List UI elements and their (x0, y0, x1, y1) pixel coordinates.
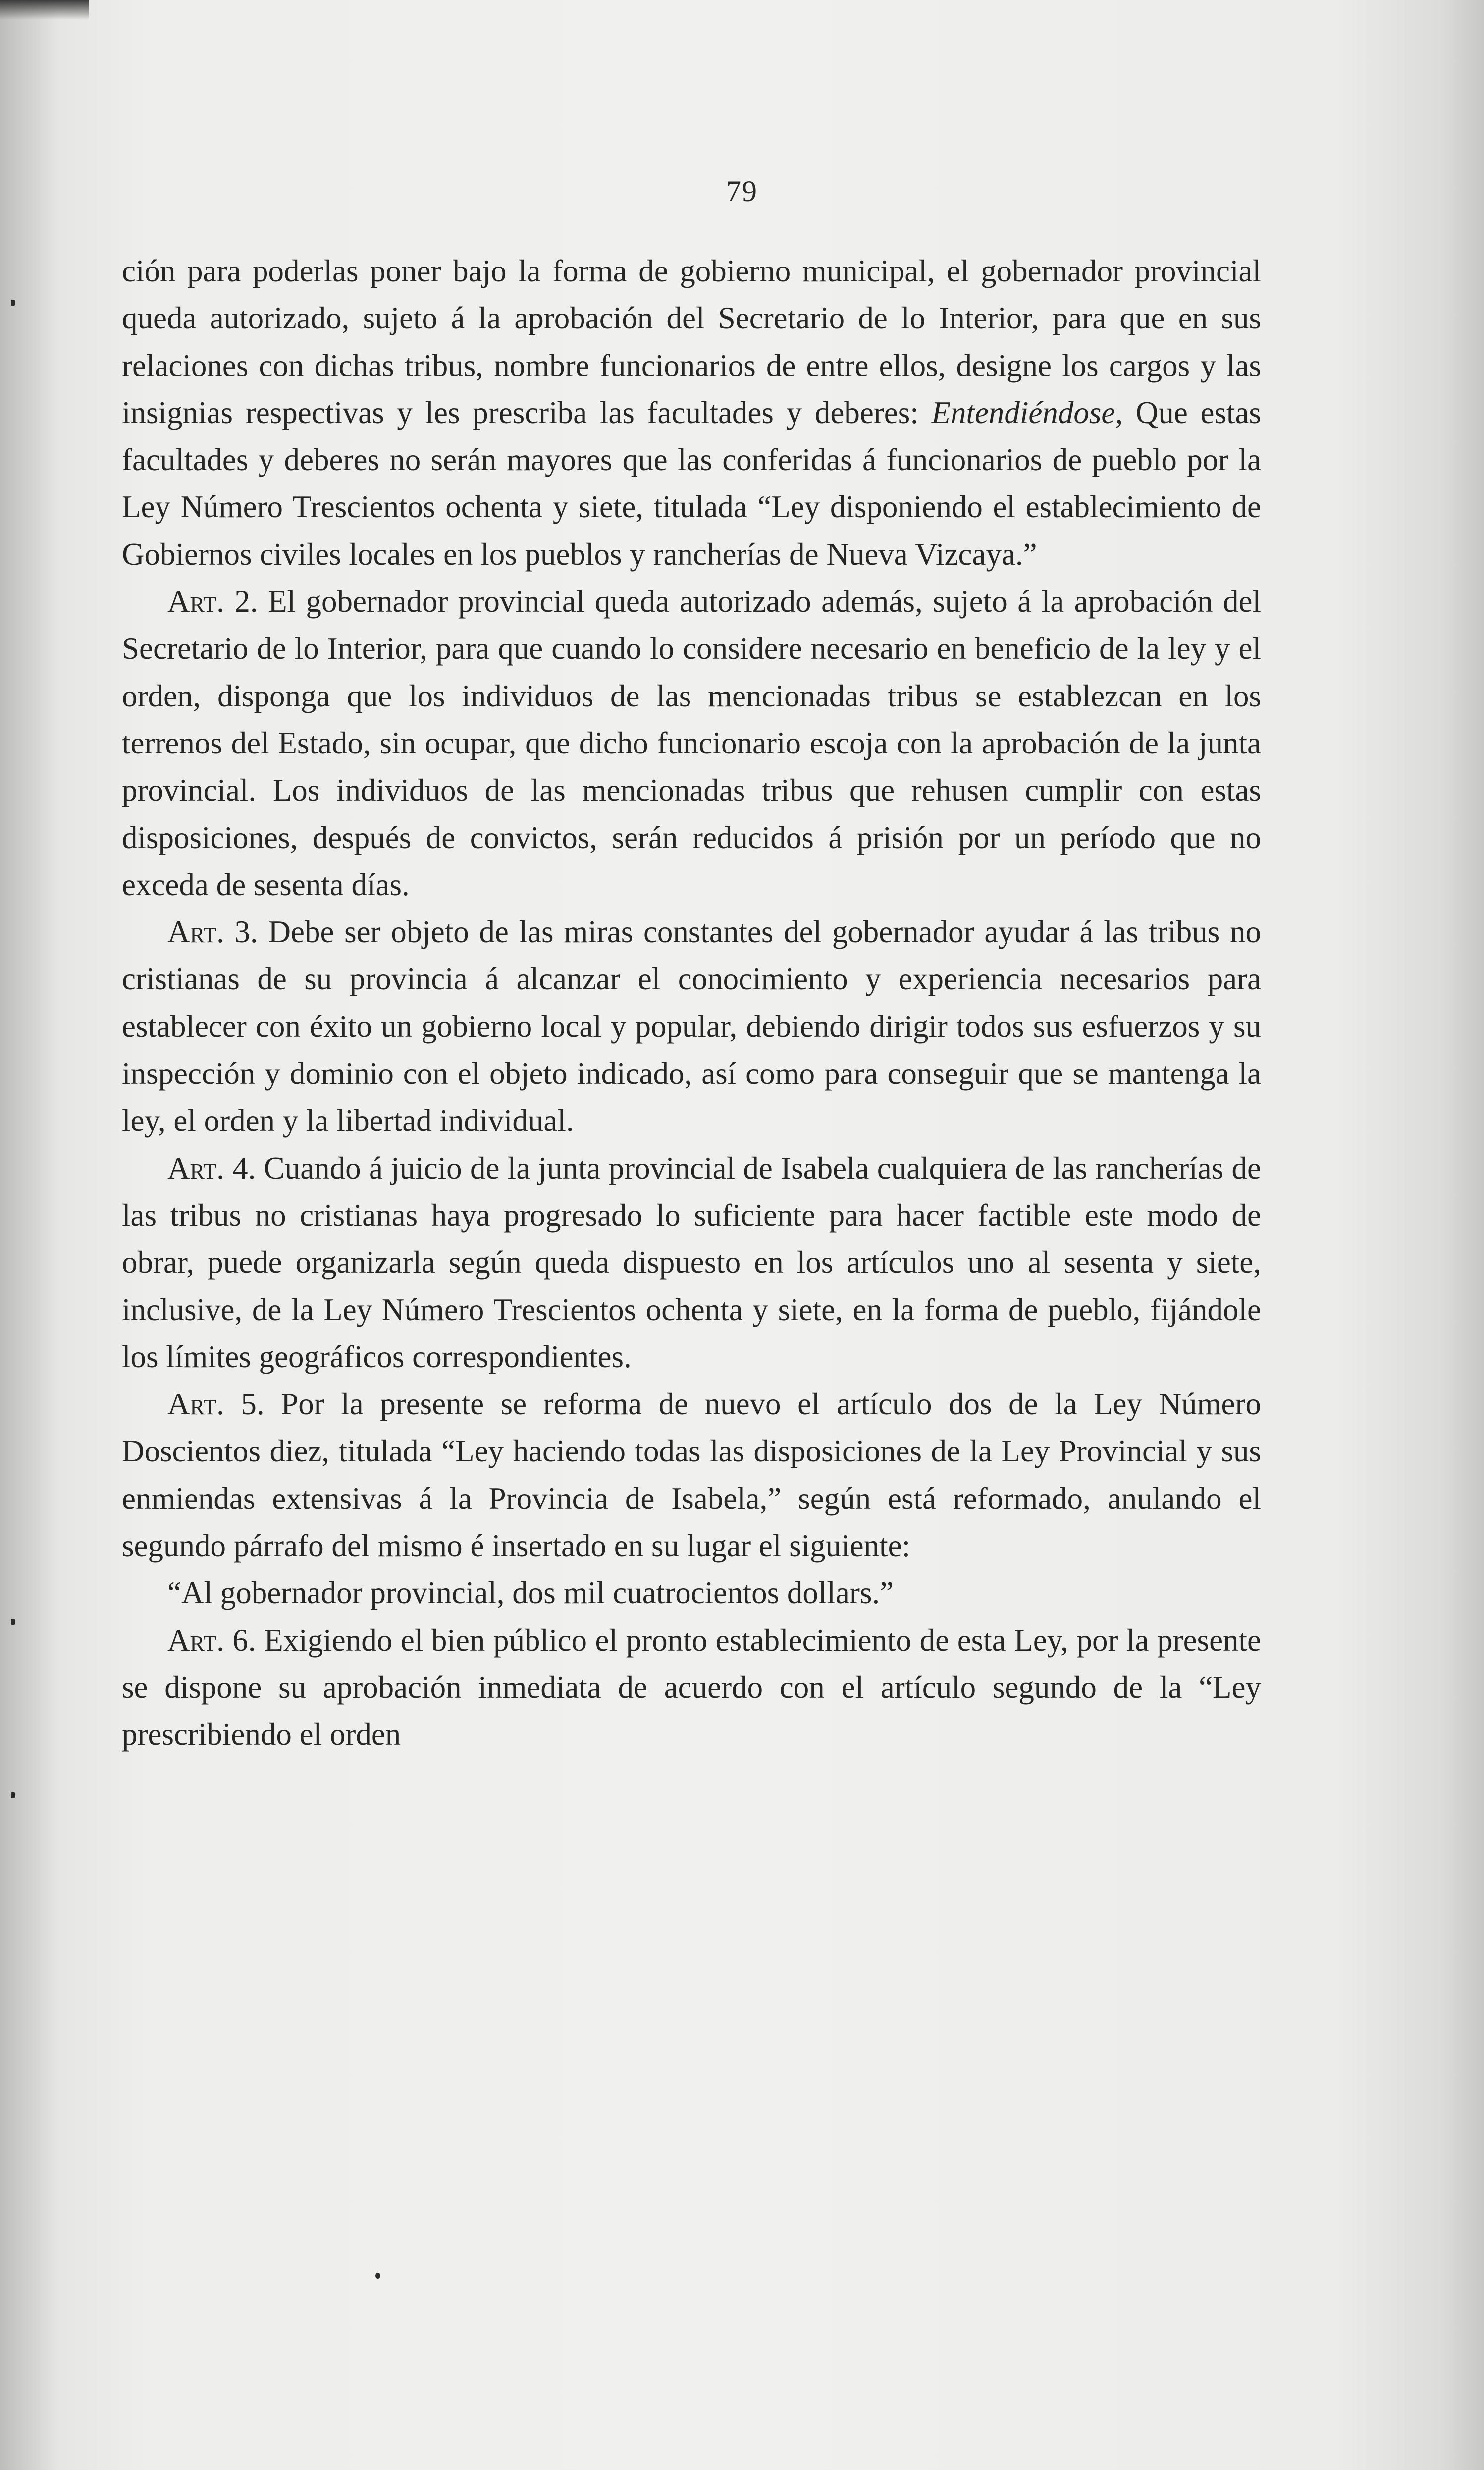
margin-mark (11, 300, 15, 306)
ink-speck (375, 2273, 380, 2279)
scan-corner-shadow (0, 0, 89, 20)
article-label: Art. 6. (167, 1622, 256, 1658)
article-text: Por la presente se reforma de nuevo el artículo dos de la Ley Número Doscientos diez, titulada “Ley haciendo todas las disposiciones de la Ley Provincial y sus enmiendas extensivas á la Provincia de Isabela,” según está reformado, anulando el segundo párrafo del mismo é insertado en su lugar el siguiente: (122, 1387, 1261, 1563)
quoted-amendment: “Al gobernador provincial, dos mil cuatrocientos dollars.” (167, 1575, 894, 1611)
body-text (122, 248, 1261, 1759)
continuation-paragraph (122, 248, 1261, 578)
article-label: Art. 3. (167, 914, 258, 950)
article-5 (122, 1381, 1261, 1569)
continuation-text-b: Que estas facultades y deberes no serán mayores que las conferidas á funcionarios de pueblo por la Ley Número Trescientos ochenta y siete, titulada “Ley disponiendo el establecimiento de Gobiernos civiles locales en los pueblos y rancherías de Nueva Vizcaya.” (122, 395, 1262, 572)
article-label: Art. 5. (167, 1387, 265, 1422)
continuation-emphasis: Entendiéndose, (931, 395, 1123, 430)
margin-mark (11, 1792, 15, 1798)
continuation-text-a: ción para poderlas poner bajo la forma de gobierno municipal, el gobernador provincial queda autorizado, sujeto á la aprobación del Secretario de lo Interior, para que en sus relaciones con dichas tribus, nombre funcionarios de entre ellos, designe los cargos y las insignias respectivas y les prescriba las facultades y deberes: (122, 254, 1261, 430)
article-text: Debe ser objeto de las miras constantes del gobernador ayudar á las tribus no cristianas de su provincia á alcanzar el conocimiento y experiencia necesarios para establecer con éxito un gobierno local y popular, debiendo dirigir todos sus esfuerzos y su inspección y dominio con el objeto indicado, así como para conseguir que se mantenga la ley, el orden y la libertad individual. (122, 914, 1261, 1138)
article-label: Art. 2. (167, 584, 258, 619)
article-4 (122, 1145, 1261, 1381)
page-number: 79 (726, 175, 758, 208)
article-text: Exigiendo el bien público el pronto establecimiento de esta Ley, por la presente se dispone su aprobación inmediata de acuerdo con el artículo segundo de la “Ley prescribiendo el orden (122, 1622, 1261, 1752)
article-text: El gobernador provincial queda autorizado además, sujeto á la aprobación del Secretario de lo Interior, para que cuando lo considere necesario en beneficio de la ley y el orden, disponga que los individuos de las mencionadas tribus se establezcan en los terrenos del Estado, sin ocupar, que dicho funcionario escoja con la aprobación de la junta provincial. Los individuos de las mencionadas tribus que rehusen cumplir con estas disposiciones, después de convictos, serán reducidos á prisión por un período que no exceda de sesenta días. (122, 584, 1261, 902)
article-2 (122, 578, 1261, 909)
margin-mark (11, 1619, 15, 1625)
article-text: Cuando á juicio de la junta provincial de Isabela cualquiera de las rancherías de las tribus no cristianas haya progresado lo suficiente para hacer factible este modo de obrar, puede organizarla según queda dispuesto en los artículos uno al sesenta y siete, inclusive, de la Ley Número Trescientos ochenta y siete, en la forma de pueblo, fijándole los límites geográficos correspondientes. (122, 1150, 1262, 1374)
article-3 (122, 909, 1261, 1144)
article-label: Art. 4. (167, 1150, 256, 1185)
article-6 (122, 1617, 1261, 1759)
